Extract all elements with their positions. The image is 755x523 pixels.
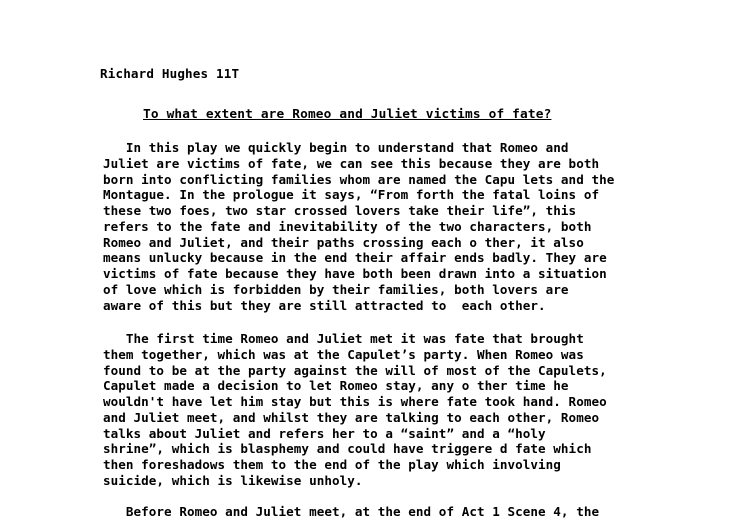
paragraph-line: and Juliet meet, and whilst they are talking to each other, Romeo xyxy=(103,409,600,425)
paragraph-line: wouldn't have let him stay but this is where fate took hand. Romeo xyxy=(103,394,607,409)
paragraph-line: means unlucky because in the end their affair ends badly. They are xyxy=(103,250,607,266)
paragraph-line: of love which is forbidden by their families, both lovers are xyxy=(103,281,569,297)
paragraph-line: then foreshadows them to the end of the play which involving xyxy=(103,457,561,472)
paragraph-line: shrine”, which is blasphemy and could have triggere d fate which xyxy=(103,441,592,457)
paragraph-line: found to be at the party against the will of most of the Capulets, xyxy=(103,362,607,378)
paragraph-line: suicide, which is likewise unholy. xyxy=(103,472,363,488)
author-line: Richard Hughes 11T xyxy=(100,66,240,81)
paragraph-line: refers to the fate and inevitability of the two characters, both xyxy=(103,218,592,234)
paragraph-line: Capulet made a decision to let Romeo stay, any o ther time he xyxy=(103,378,569,394)
paragraph-line: talks about Juliet and refers her to a “saint” and a “holy xyxy=(103,425,546,441)
paragraph-line: Montague. In the prologue it says, “From forth the fatal loins of xyxy=(103,187,600,203)
paragraph-line: them together, which was at the Capulet’s party. When Romeo was xyxy=(103,346,584,362)
paragraph-line: Romeo and Juliet, and their paths crossing each o ther, it also xyxy=(103,234,584,250)
paragraph-line: born into conflicting families whom are named the Capu lets and the xyxy=(103,171,615,187)
paragraph-line: victims of fate because they have both been drawn into a situation xyxy=(103,266,607,281)
paragraph-2 xyxy=(103,331,663,489)
paragraph-line: The first time Romeo and Juliet met it was fate that brought xyxy=(103,331,584,346)
paragraph-line: aware of this but they are still attracted to each other. xyxy=(103,297,546,313)
paragraph-1 xyxy=(103,140,663,313)
paragraph-3 xyxy=(103,504,663,520)
essay-title: To what extent are Romeo and Juliet victims of fate? xyxy=(143,107,552,122)
paragraph-line: these two foes, two star crossed lovers take their life”, this xyxy=(103,203,577,218)
paragraph-line: Before Romeo and Juliet meet, at the end of Act 1 Scene 4, the xyxy=(103,504,600,519)
paragraph-line: Juliet are victims of fate, we can see this because they are both xyxy=(103,155,600,171)
paragraph-line: In this play we quickly begin to understand that Romeo and xyxy=(103,140,569,155)
